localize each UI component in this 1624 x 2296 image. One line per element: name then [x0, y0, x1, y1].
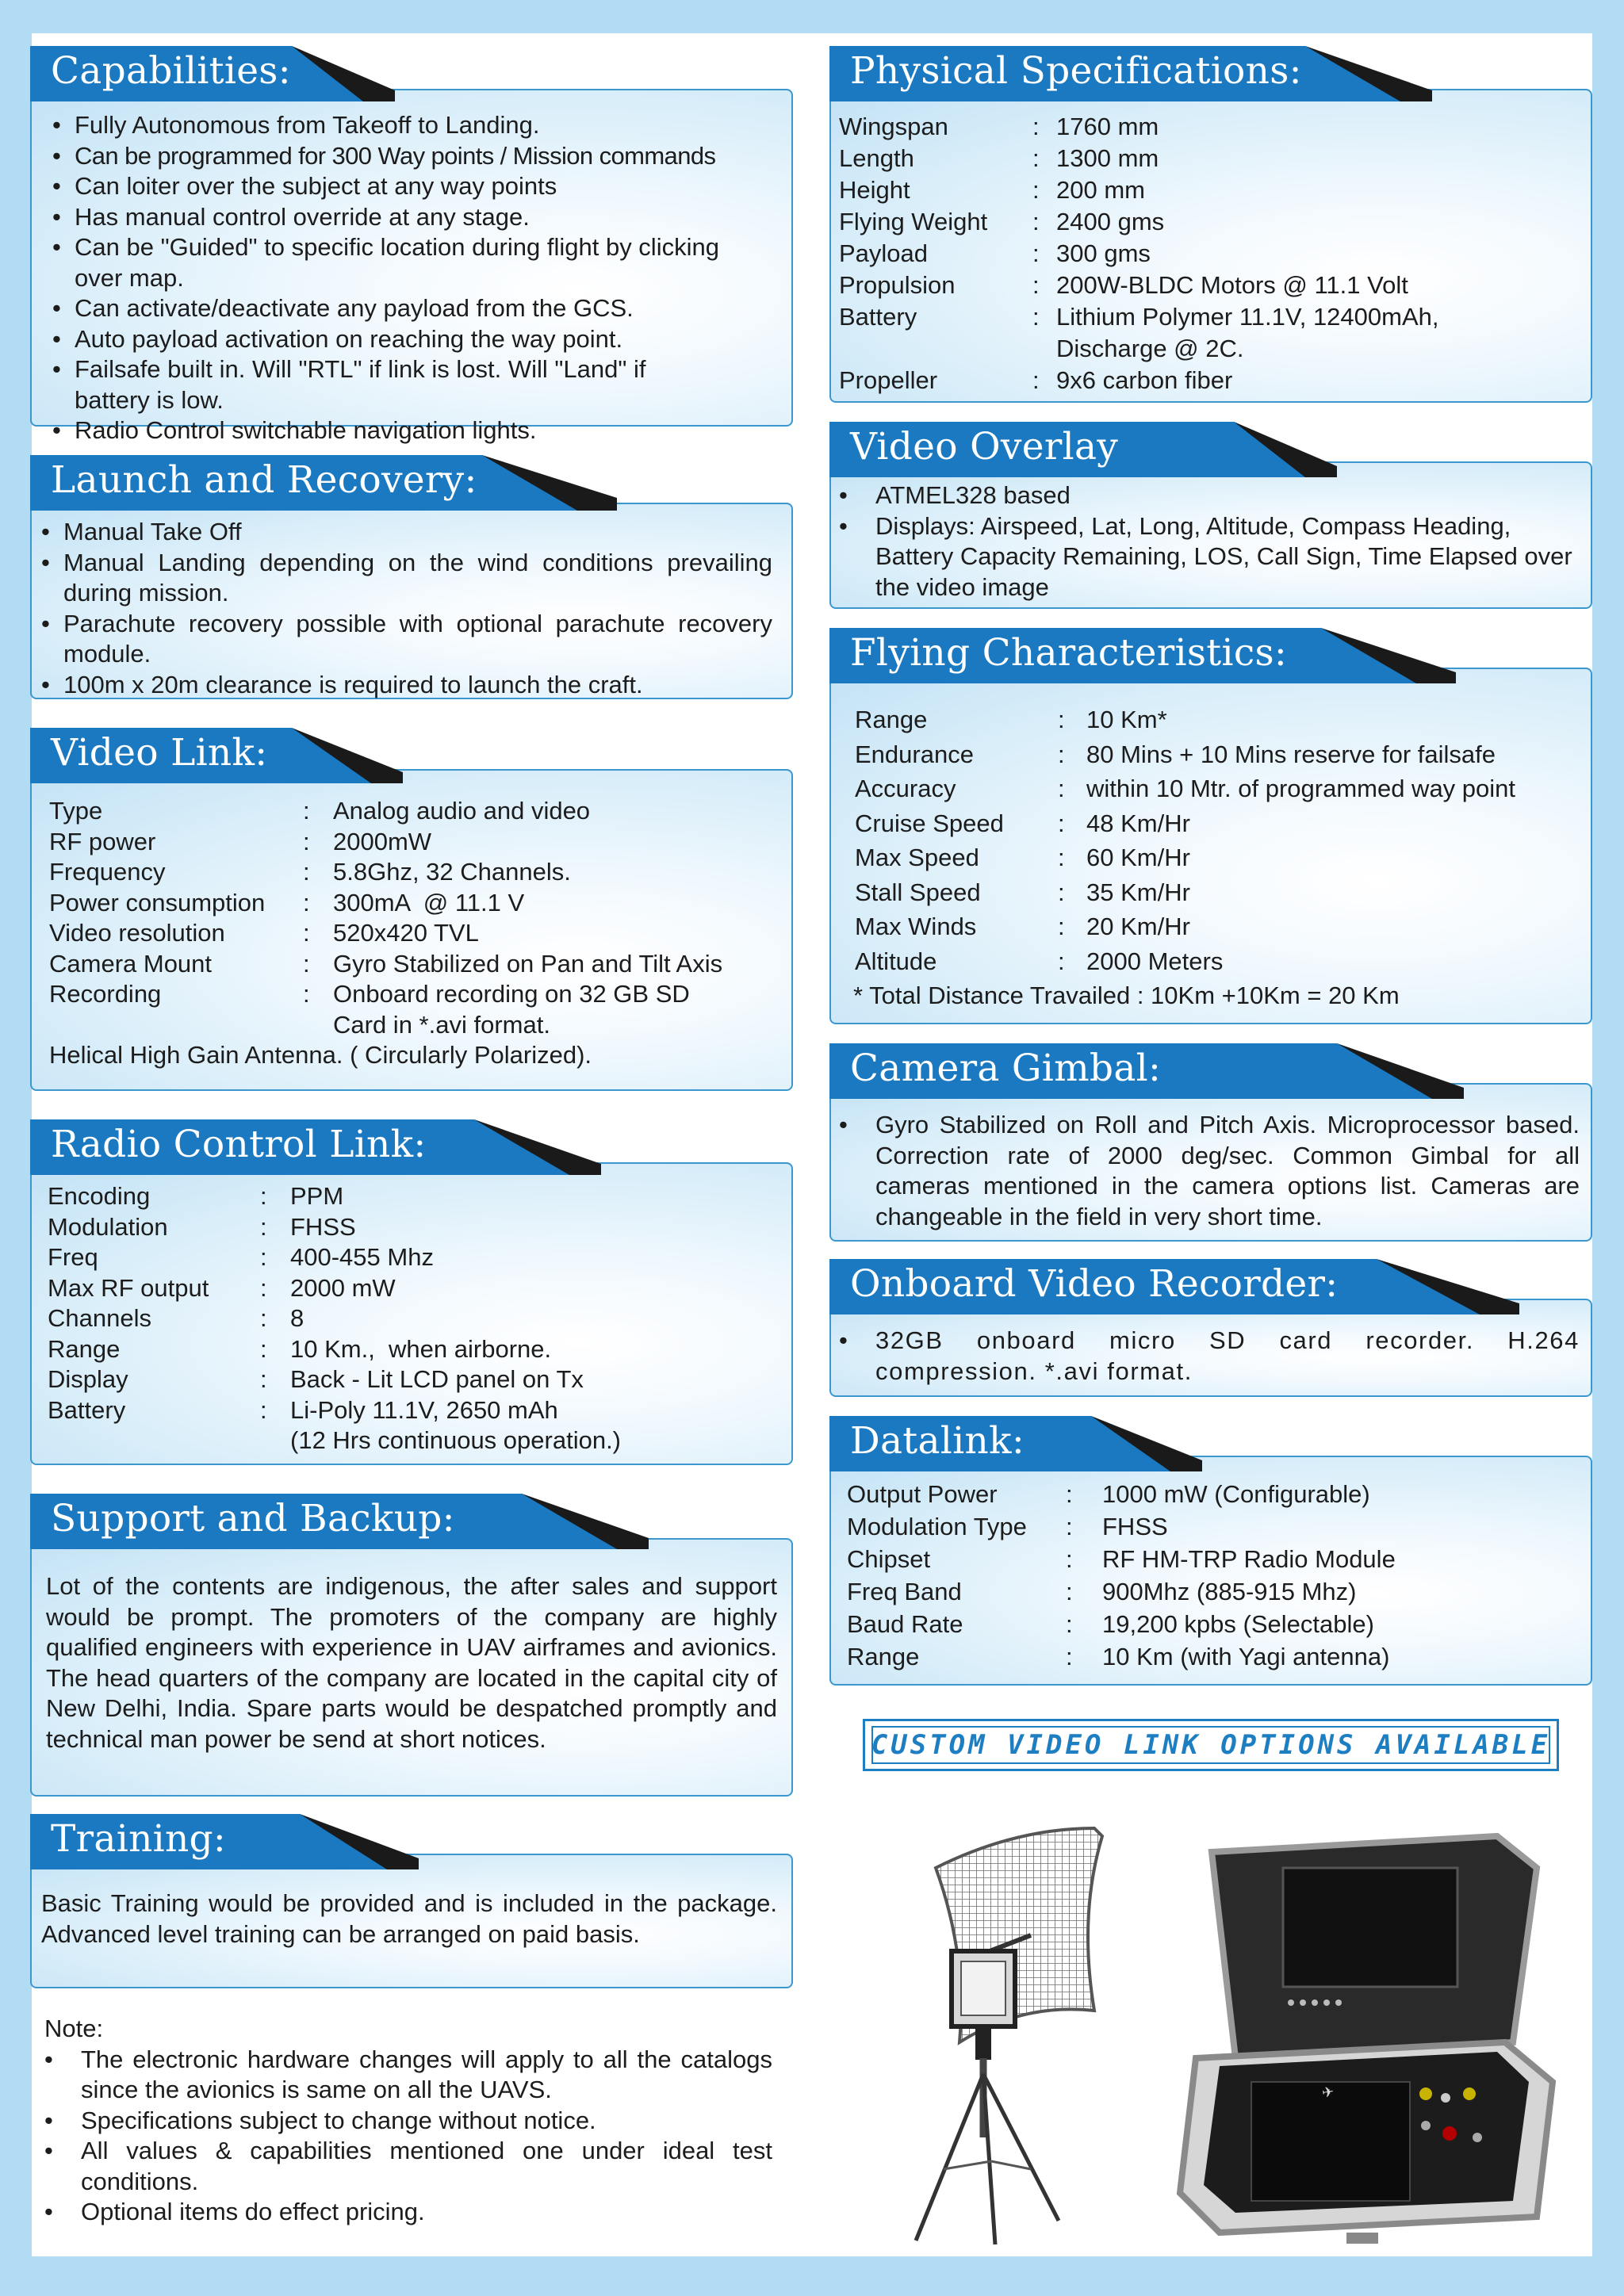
ground-control-station-case-photo: [1164, 1820, 1561, 2248]
table-row: Video resolution : 520x420 TVL: [49, 919, 479, 947]
table-row: Accuracy : within 10 Mtr. of programmed way point: [855, 775, 1516, 802]
capabilities-title: Capabilities:: [51, 49, 291, 93]
training-section: [30, 1812, 793, 1988]
table-row: Recording : Onboard recording on 32 GB SD Card in *.avi format.: [49, 980, 690, 1039]
table-row: Range : 10 Km (with Yagi antenna): [847, 1643, 1390, 1670]
flying-footnote: * Total Distance Travailed : 10Km +10Km = 20 Km: [853, 982, 1400, 1009]
datalink-table: [847, 1478, 1396, 1673]
capabilities-list: [52, 110, 771, 446]
radio-control-section: [30, 1118, 793, 1465]
list-item: • 100m x 20m clearance is required to launch the craft.: [41, 670, 772, 701]
table-row: Wingspan : 1760 mm: [839, 113, 1159, 140]
list-item: • The electronic hardware changes will apply to all the catalogs since the avionics is same on all the UAVS.: [44, 2045, 772, 2106]
radio-table: [48, 1181, 621, 1456]
table-row: Encoding : PPM: [48, 1182, 344, 1210]
table-row: Altitude : 2000 Meters: [855, 947, 1224, 975]
list-item: • Displays: Airspeed, Lat, Long, Altitude, Compass Heading, Battery Capacity Remaining, LOS, Call Sign, Time Elapsed over the video image: [839, 511, 1581, 603]
note-block: [44, 2014, 772, 2228]
list-item: • Can be "Guided" to specific location during flight by clicking over map.: [52, 232, 771, 293]
list-item: • Has manual control override at any stage.: [52, 202, 771, 233]
launch-list: [41, 517, 772, 700]
training-title: Training:: [51, 1817, 227, 1861]
table-row: Power consumption : 300mA @ 11.1 V: [49, 888, 525, 916]
list-item: • Auto payload activation on reaching the way point.: [52, 324, 771, 355]
table-row: Frequency : 5.8Ghz, 32 Channels.: [49, 858, 571, 886]
list-item: • 32GB onboard micro SD card recorder. H.264 compression. *.avi format.: [839, 1326, 1580, 1387]
recorder-title: Onboard Video Recorder:: [850, 1262, 1339, 1306]
table-row: RF power : 2000mW: [49, 827, 432, 855]
physical-table: [839, 111, 1439, 396]
custom-video-link-banner: [863, 1719, 1559, 1771]
video-link-title: Video Link:: [51, 731, 268, 775]
table-row: Display : Back - Lit LCD panel on Tx: [48, 1365, 584, 1393]
support-text: Lot of the contents are indigenous, the after sales and support would be prompt. The promoters of the company are highly qualified engineers with experience in UAV airframes and avionics. The head quarters of the company are located in the capital city of New Delhi, India. Spare parts would be despatched promptly and technical man power be send at short notices.: [46, 1572, 777, 1753]
list-item: • Gyro Stabilized on Roll and Pitch Axis. Microprocessor based. Correction rate of 2000 deg/sec. Common Gimbal for all cameras mentioned in the camera options list. Cameras are changeable in the field in very short time.: [839, 1110, 1580, 1232]
table-row: Battery : Lithium Polymer 11.1V, 12400mAh, Discharge @ 2C.: [839, 303, 1439, 362]
list-item: • Optional items do effect pricing.: [44, 2197, 772, 2228]
table-row: Stall Speed : 35 Km/Hr: [855, 878, 1190, 906]
gimbal-list: [839, 1110, 1580, 1232]
table-row: Modulation : FHSS: [48, 1212, 356, 1241]
table-row: Range : 10 Km., when airborne.: [48, 1334, 552, 1363]
physical-title: Physical Specifications:: [850, 49, 1302, 93]
list-item: • Can activate/deactivate any payload from the GCS.: [52, 293, 771, 324]
video-overlay-section: [829, 420, 1592, 609]
list-item: • Failsafe built in. Will "RTL" if link is lost. Will "Land" if battery is low.: [52, 354, 771, 415]
support-section: [30, 1492, 793, 1797]
table-row: Output Power : 1000 mW (Configurable): [847, 1480, 1370, 1508]
video-link-section: [30, 726, 793, 1091]
list-item: • Specifications subject to change without notice.: [44, 2106, 772, 2137]
datalink-section: [829, 1414, 1592, 1686]
svg-text:✈: ✈: [1320, 2084, 1335, 2102]
table-row: Modulation Type : FHSS: [847, 1513, 1168, 1540]
list-item: • Radio Control switchable navigation lights.: [52, 415, 771, 446]
table-row: Propulsion : 200W-BLDC Motors @ 11.1 Volt: [839, 271, 1408, 299]
launch-title: Launch and Recovery:: [51, 458, 477, 502]
recorder-list: [839, 1326, 1580, 1387]
list-item: • Can loiter over the subject at any way points: [52, 171, 771, 202]
table-row: Max Speed : 60 Km/Hr: [855, 844, 1190, 871]
table-row: Freq : 400-455 Mhz: [48, 1243, 434, 1271]
physical-specs-section: [829, 44, 1592, 403]
table-row: Propeller : 9x6 carbon fiber: [839, 366, 1233, 394]
list-item: • Manual Landing depending on the wind conditions prevailing during mission.: [41, 548, 772, 609]
note-list: [44, 2045, 772, 2228]
note-heading: Note:: [44, 2015, 104, 2042]
overlay-title: Video Overlay: [850, 425, 1119, 469]
table-row: Baud Rate : 19,200 kpbs (Selectable): [847, 1610, 1374, 1638]
table-row: Range : 10 Km*: [855, 706, 1167, 733]
flying-table: [855, 702, 1515, 978]
onboard-recorder-section: [829, 1257, 1592, 1397]
training-text: Basic Training would be provided and is included in the package. Advanced level training can be arranged on paid basis.: [41, 1889, 777, 1948]
gimbal-title: Camera Gimbal:: [850, 1047, 1162, 1090]
grid-antenna-on-tripod-photo: [841, 1820, 1142, 2248]
banner-text: CUSTOM VIDEO LINK OPTIONS AVAILABLE: [871, 1729, 1551, 1761]
camera-gimbal-section: [829, 1042, 1592, 1242]
list-item: • ATMEL328 based: [839, 480, 1581, 511]
launch-recovery-section: [30, 453, 793, 699]
table-row: Payload : 300 gms: [839, 239, 1151, 267]
capabilities-section: [30, 44, 793, 444]
flying-title: Flying Characteristics:: [850, 631, 1288, 675]
video-link-table: [49, 796, 722, 1040]
list-item: • Can be programmed for 300 Way points / Mission commands: [52, 141, 771, 172]
table-row: Battery : Li-Poly 11.1V, 2650 mAh (12 Hrs continuous operation.): [48, 1395, 622, 1454]
flying-characteristics-section: [829, 626, 1592, 1024]
table-row: Max RF output : 2000 mW: [48, 1273, 396, 1302]
radio-title: Radio Control Link:: [51, 1123, 427, 1166]
table-row: Length : 1300 mm: [839, 144, 1159, 172]
table-row: Endurance : 80 Mins + 10 Mins reserve for failsafe: [855, 740, 1496, 768]
table-row: Height : 200 mm: [839, 176, 1145, 204]
table-row: Freq Band : 900Mhz (885-915 Mhz): [847, 1578, 1357, 1605]
list-item: • All values & capabilities mentioned one under ideal test conditions.: [44, 2136, 772, 2197]
table-row: Camera Mount : Gyro Stabilized on Pan and Tilt Axis: [49, 949, 723, 978]
table-row: Type : Analog audio and video: [49, 797, 591, 825]
video-link-footer: Helical High Gain Antenna. ( Circularly Polarized).: [49, 1041, 592, 1069]
table-row: Channels : 8: [48, 1304, 304, 1332]
list-item: • Parachute recovery possible with optional parachute recovery module.: [41, 609, 772, 670]
table-row: Max Winds : 20 Km/Hr: [855, 913, 1190, 940]
list-item: • Fully Autonomous from Takeoff to Landing.: [52, 110, 771, 141]
table-row: Chipset : RF HM-TRP Radio Module: [847, 1545, 1396, 1573]
list-item: • Manual Take Off: [41, 517, 772, 548]
support-title: Support and Backup:: [51, 1497, 455, 1540]
datalink-title: Datalink:: [850, 1419, 1025, 1463]
table-row: Flying Weight : 2400 gms: [839, 208, 1165, 235]
table-row: Cruise Speed : 48 Km/Hr: [855, 809, 1190, 837]
overlay-list: [839, 480, 1581, 603]
